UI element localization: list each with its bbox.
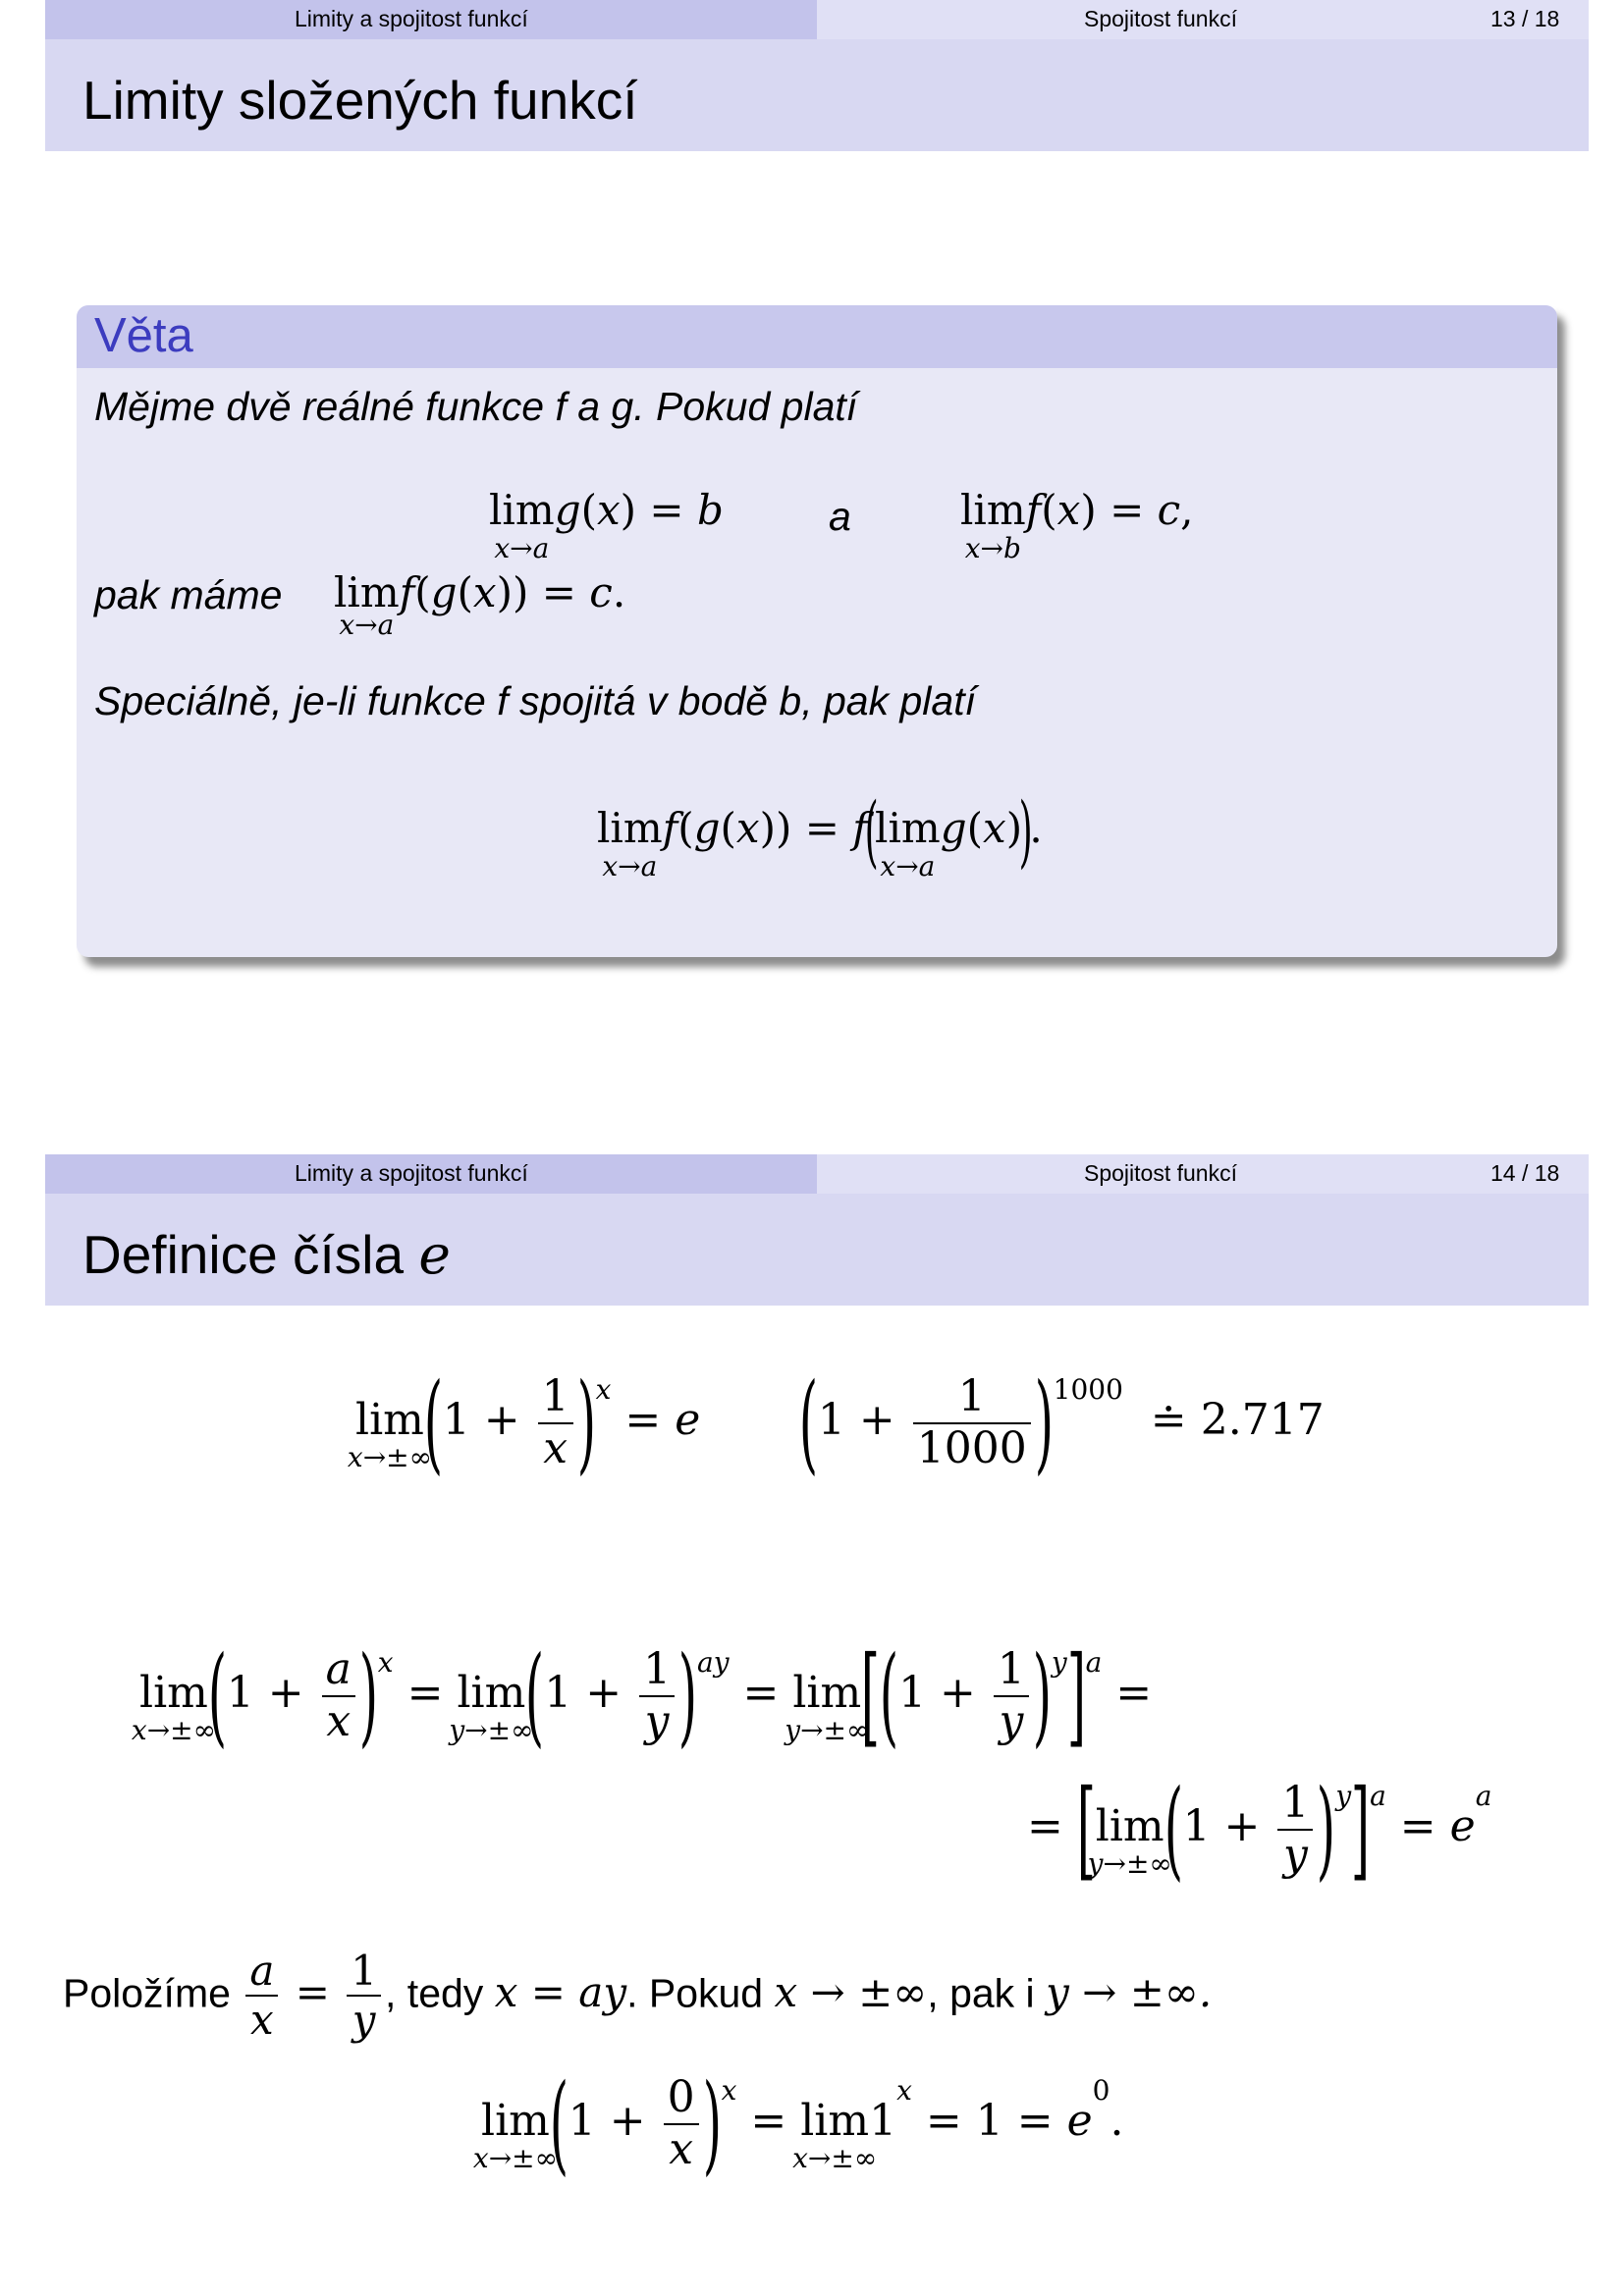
header-bar: [45, 0, 1589, 39]
limit-subscript: x→a: [494, 532, 550, 564]
section-title: Spojitost funkcí: [1084, 1160, 1237, 1186]
slide-title: Limity složených funkcí: [82, 70, 638, 131]
theorem-line-1: Mějme dvě reálné funkce f a g. Pokud platí: [94, 384, 858, 429]
slide-13: [45, 0, 1589, 1080]
section-title: Spojitost funkcí: [1084, 6, 1237, 31]
equation-e-approximation: (1 + $\frac{1}{1000}$ )$^{1000}$ ≐ 2.717: [798, 1360, 1325, 1486]
equation-limit-g: lim x→a g(x) = b: [489, 486, 724, 564]
equation-e-definition: lim x→±∞ (1 + $\frac{1}{x}$ )$^x$ = e: [347, 1360, 701, 1486]
limit-subscript: x→±∞: [347, 1441, 432, 1474]
theorem-block: [77, 305, 1557, 957]
slide-14: [45, 1154, 1589, 2296]
limit-subscript: x→a: [339, 609, 395, 641]
page-number: 14 / 18: [1490, 1160, 1560, 1186]
equation-chain-line-2: = [lim y→±∞ (1 + $\frac{1}{y}$ )$^y]^a = e^a$: [1027, 1766, 1492, 1893]
title-bar: [45, 1194, 1589, 1306]
equation-limit-f: lim x→b f(x) = c,: [960, 486, 1194, 564]
theorem-line-3: Speciálně, je-li funkce f spojitá v bodě b, pak platí: [94, 678, 976, 723]
equation-continuity: lim x→a f(g(x)) = f(lim x→a g(x)).: [597, 785, 1043, 882]
header-bar: [45, 1154, 1589, 1194]
limit-subscript: x→b: [964, 532, 1021, 564]
limit-subscript: y→±∞: [1087, 1847, 1172, 1881]
limit-subscript: y→±∞: [449, 1714, 534, 1747]
equation-zero-case: lim x→±∞ (1 + $\frac{0}{x}$ )$^x$ = lim x→±∞ $1^x = 1 = e^0$.: [472, 2060, 1124, 2187]
page-number: 13 / 18: [1490, 6, 1560, 31]
theorem-header: [77, 305, 1557, 368]
substitution-sentence: Položíme $\frac{a}{x}$ = $\frac{1}{y}$ , tedy x = ay. Pokud x → ±∞, pak i y → ±∞.: [63, 1947, 1213, 2045]
equation-composite-limit: lim x→a f(g(x)) = c.: [334, 568, 626, 641]
limit-subscript: x→±∞: [131, 1714, 216, 1747]
theorem-title: Věta: [94, 309, 193, 362]
limit-subscript: x→±∞: [472, 2142, 558, 2175]
lecture-title: Limity a spojitost funkcí: [295, 1160, 528, 1186]
limit-subscript: x→±∞: [792, 2142, 878, 2175]
conjunction: a: [829, 494, 851, 539]
equation-chain-line-1: lim x→±∞ (1 + $\frac{a}{x}$ )$^x$ = lim y→±∞ (1 + $\frac{1}{y}$ )$^{ay}$ = lim y→±∞ [(1 + $\frac{1}{y}$ )$^y$]$^a$ =: [131, 1632, 1153, 1759]
limit-subscript: x→a: [880, 850, 936, 882]
lecture-title: Limity a spojitost funkcí: [295, 6, 528, 31]
limit-subscript: y→±∞: [785, 1714, 870, 1747]
title-bar: [45, 39, 1589, 151]
theorem-line-2: pak máme: [94, 572, 283, 617]
slide-title: Definice čísla e: [82, 1223, 451, 1286]
limit-subscript: x→a: [602, 850, 658, 882]
